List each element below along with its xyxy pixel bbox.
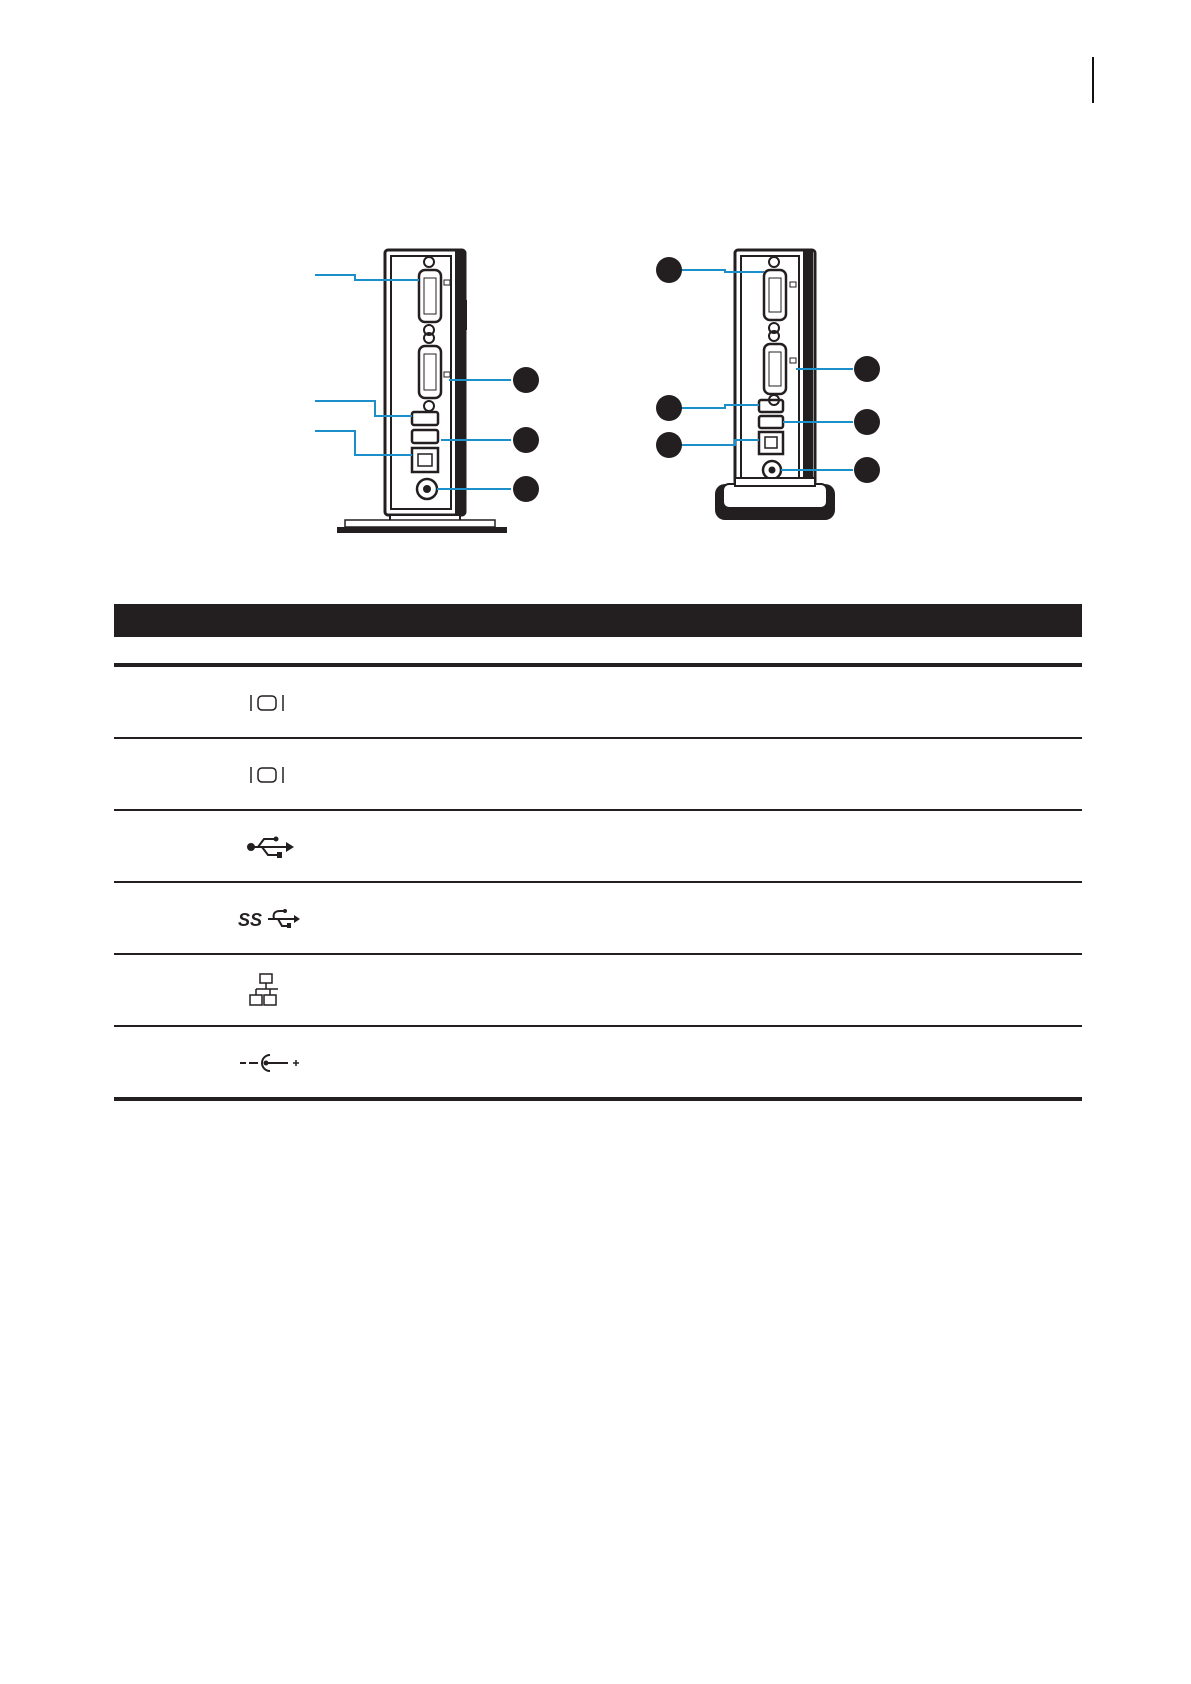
device-rear-view-flat-stand bbox=[315, 240, 555, 540]
callout-6 bbox=[854, 457, 880, 483]
callout-6 bbox=[513, 476, 539, 502]
svg-text:SS: SS bbox=[238, 910, 263, 930]
callout-3 bbox=[656, 395, 682, 421]
network-lan-icon bbox=[236, 971, 306, 1011]
dvi-display-icon bbox=[236, 755, 306, 795]
usb-superspeed-icon bbox=[236, 899, 306, 939]
callout-2 bbox=[854, 356, 880, 382]
table-row-dc-in bbox=[114, 1027, 1082, 1101]
table-subheader bbox=[114, 637, 1082, 667]
callout-5 bbox=[656, 432, 682, 458]
callout-1 bbox=[656, 257, 682, 283]
dc-power-input-icon bbox=[236, 1043, 306, 1083]
device-rear-view-cradle-stand bbox=[655, 240, 895, 540]
port-description-table bbox=[114, 604, 1082, 1101]
device-illustration-right bbox=[655, 240, 895, 540]
page-edge-rule bbox=[1092, 57, 1094, 103]
table-row-usb3 bbox=[114, 883, 1082, 955]
table-row-dvi-1 bbox=[114, 667, 1082, 739]
dvi-display-icon bbox=[236, 683, 306, 723]
device-illustration-left bbox=[315, 240, 555, 540]
callout-4 bbox=[854, 409, 880, 435]
usb-icon bbox=[236, 827, 306, 867]
table-row-usb bbox=[114, 811, 1082, 883]
callout-2 bbox=[513, 367, 539, 393]
table-row-lan bbox=[114, 955, 1082, 1027]
callout-4 bbox=[513, 427, 539, 453]
table-row-dvi-2 bbox=[114, 739, 1082, 811]
table-header-bar bbox=[114, 604, 1082, 637]
